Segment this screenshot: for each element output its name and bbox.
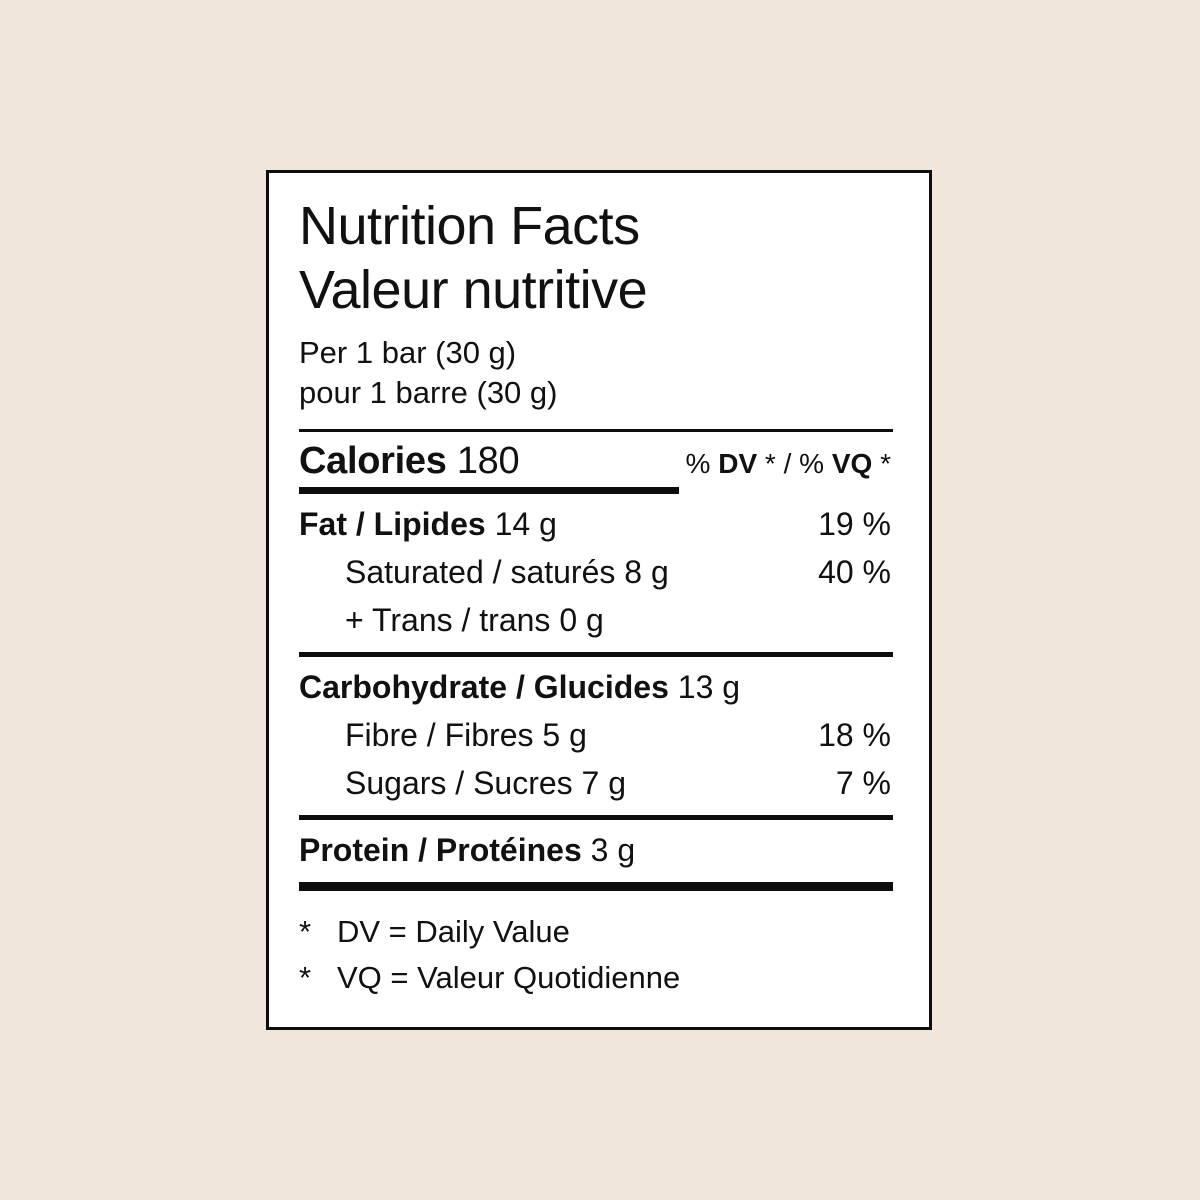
row-label [299, 500, 557, 548]
row-label-rest: Saturated / saturés 8 g [345, 554, 669, 590]
carbohydrate-group [299, 657, 893, 815]
daily-value-header [686, 448, 893, 480]
table-row [299, 711, 893, 759]
row-percent: 19 % [818, 506, 891, 542]
dv-header-post: * [872, 448, 891, 479]
table-row [299, 759, 893, 807]
divider-below-calories [299, 487, 679, 494]
footnotes [299, 891, 893, 1001]
table-row [299, 663, 893, 711]
footnote-star: * [299, 914, 312, 949]
row-percent: 18 % [818, 717, 891, 753]
row-label-bold: Protein / Protéines [299, 832, 582, 868]
row-label-rest: + Trans / trans 0 g [345, 602, 604, 638]
dv-header-pre: % [685, 448, 719, 479]
row-label-rest: 13 g [668, 669, 741, 705]
footnote-valeur-quotidienne [299, 955, 893, 1001]
row-percent: 40 % [818, 554, 891, 590]
nutrition-facts-panel [266, 170, 932, 1030]
table-row [299, 826, 893, 874]
footnote-text: VQ = Valeur Quotidienne [337, 960, 681, 995]
footnote-daily-value [299, 909, 893, 955]
row-label [299, 596, 604, 644]
row-label-rest: 3 g [581, 832, 636, 868]
row-label [299, 711, 587, 759]
footnote-star: * [299, 960, 312, 995]
calories-row [299, 432, 893, 487]
title-english: Nutrition Facts [299, 196, 640, 256]
row-label-rest: 14 g [485, 506, 557, 542]
table-row [299, 548, 893, 596]
protein-group [299, 820, 893, 882]
row-label-bold: Carbohydrate / Glucides [299, 669, 669, 705]
table-row [299, 500, 893, 548]
dv-header-mid: * / % [757, 448, 832, 479]
calories-value: 180 [456, 440, 520, 482]
calories-label: Calories [299, 440, 447, 482]
row-percent: 7 % [835, 765, 891, 801]
row-label [299, 759, 626, 807]
dv-header-vq: VQ [831, 448, 873, 479]
table-row [299, 596, 893, 644]
fat-group [299, 494, 893, 652]
divider-below-protein [299, 882, 893, 891]
dv-header-dv: DV [718, 448, 758, 479]
row-label [299, 663, 740, 711]
serving-size-french: pour 1 barre (30 g) [299, 375, 558, 410]
title-french: Valeur nutritive [299, 260, 648, 320]
row-label [299, 826, 635, 874]
footnote-text: DV = Daily Value [337, 914, 570, 949]
row-label [299, 548, 669, 596]
row-label-bold: Fat / Lipides [299, 506, 486, 542]
serving-size-english: Per 1 bar (30 g) [299, 335, 517, 370]
row-label-rest: Fibre / Fibres 5 g [345, 717, 587, 753]
calories-label-value [299, 440, 519, 483]
row-label-rest: Sugars / Sucres 7 g [345, 765, 627, 801]
